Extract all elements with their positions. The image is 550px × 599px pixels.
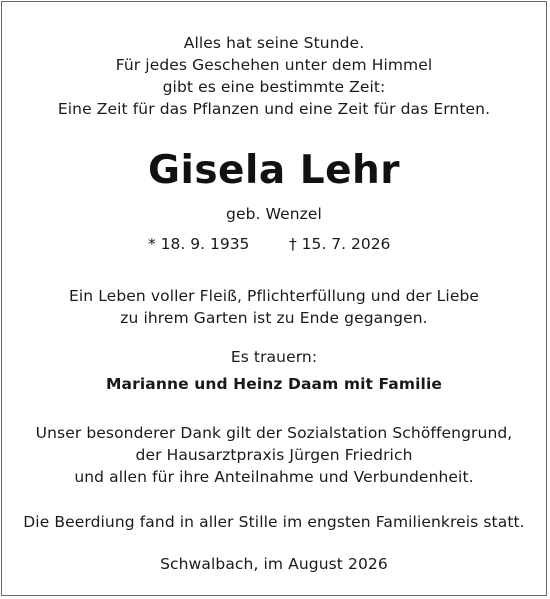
obituary-notice xyxy=(1,1,547,596)
thanks-line-1: Unser besonderer Dank gilt der Sozialstation Schöffengrund, xyxy=(35,424,513,442)
tribute-line-2: zu ihrem Garten ist zu Ende gegangen. xyxy=(120,309,428,327)
verse-line-4: Eine Zeit für das Pflanzen und eine Zeit für das Ernten. xyxy=(57,100,491,118)
maiden-name: geb. Wenzel xyxy=(226,205,322,223)
mourners-intro: Es trauern: xyxy=(230,348,318,366)
verse-line-2: Für jedes Geschehen unter dem Himmel xyxy=(115,56,433,74)
place-and-date: Schwalbach, im August 2026 xyxy=(160,555,388,573)
thanks-line-3: und allen für ihre Anteilnahme und Verbundenheit. xyxy=(74,468,474,486)
mourners-names: Marianne und Heinz Daam mit Familie xyxy=(106,375,442,393)
death-date: † 15. 7. 2026 xyxy=(289,235,391,253)
birth-date: * 18. 9. 1935 xyxy=(148,235,250,253)
verse-line-1: Alles hat seine Stunde. xyxy=(183,34,365,52)
funeral-note: Die Beerdiung fand in aller Stille im engsten Familienkreis statt. xyxy=(23,513,525,531)
verse-line-3: gibt es eine bestimmte Zeit: xyxy=(162,78,386,96)
life-dates xyxy=(2,234,546,256)
thanks-line-2: der Hausarztpraxis Jürgen Friedrich xyxy=(135,446,413,464)
deceased-name: Gisela Lehr xyxy=(147,148,401,193)
tribute-line-1: Ein Leben voller Fleiß, Pflichterfüllung und der Liebe xyxy=(68,287,480,305)
